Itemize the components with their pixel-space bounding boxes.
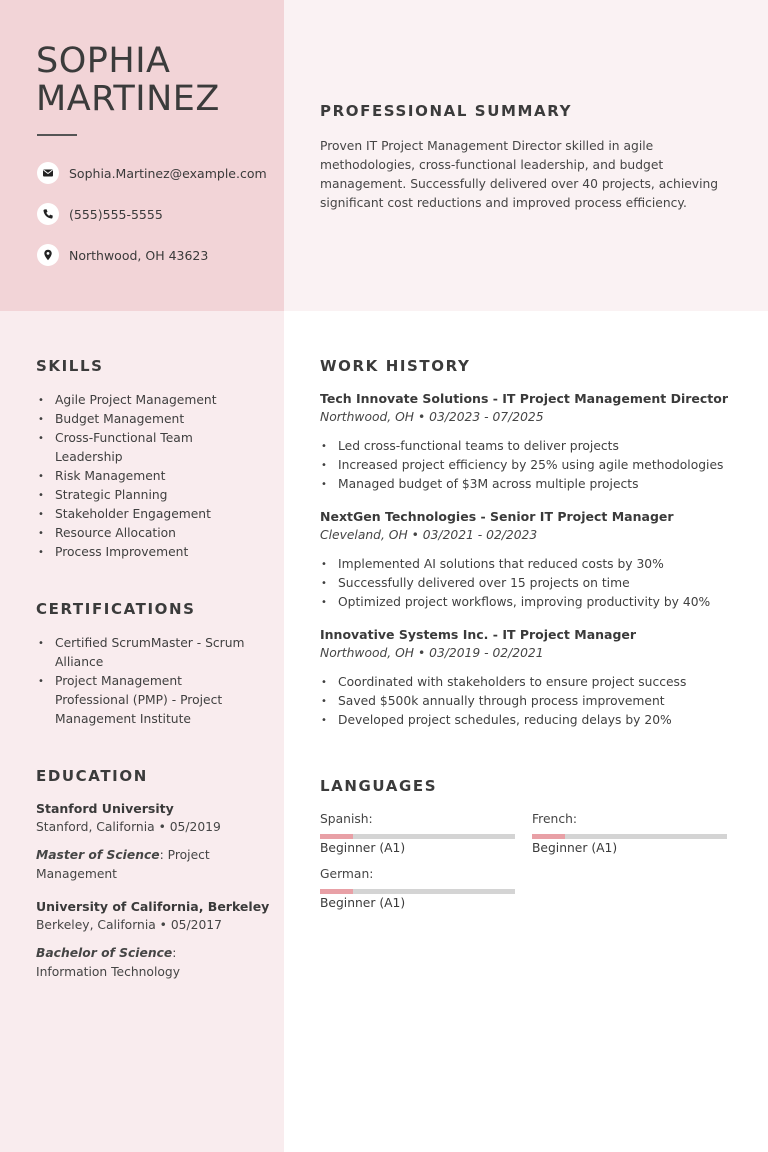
job-meta: Northwood, OH • 03/2019 - 02/2021 [320,646,544,660]
contact-address [37,244,208,266]
language-proficiency-bar [320,834,515,839]
job-bullet: • Optimized project workflows, improving productivity by 40% [320,593,740,612]
job-bullet: • Successfully delivered over 15 projects on time [320,574,740,593]
education-meta: Berkeley, California • 05/2017 [36,918,222,932]
languages-title: LANGUAGES [320,777,438,795]
job-bullets [320,673,740,730]
skill-item: • Budget Management [37,410,247,429]
skill-item: • Resource Allocation [37,524,247,543]
job-title: Innovative Systems Inc. - IT Project Manager [320,627,637,642]
job-bullets [320,555,740,612]
language-name: French: [532,812,578,826]
job-bullet: • Developed project schedules, reducing delays by 20% [320,711,740,730]
summary-title: PROFESSIONAL SUMMARY [320,102,573,120]
last-name: MARTINEZ [36,79,220,119]
skills-title: SKILLS [36,357,104,375]
job-title: NextGen Technologies - Senior IT Project Manager [320,509,674,524]
skill-item: • Risk Management [37,467,247,486]
language-proficiency-bar [532,834,727,839]
skill-item: • Agile Project Management [37,391,247,410]
job-title: Tech Innovate Solutions - IT Project Management Director [320,391,729,406]
education-title: EDUCATION [36,767,148,785]
education-degree: Bachelor of Science: Information Technology [36,946,180,979]
contact-phone [37,203,163,225]
job-bullet: • Managed budget of $3M across multiple projects [320,475,740,494]
skill-item: • Process Improvement [37,543,247,562]
phone-icon [37,203,59,225]
job-meta: Northwood, OH • 03/2023 - 07/2025 [320,410,544,424]
certification-item: • Certified ScrumMaster - Scrum Alliance [37,634,259,672]
address-text: Northwood, OH 43623 [69,247,209,263]
skill-item: • Strategic Planning [37,486,247,505]
language-level: Beginner (A1) [320,896,406,910]
certifications-title: CERTIFICATIONS [36,600,196,618]
phone-text: (555)555-5555 [69,206,163,222]
name-divider [37,134,77,136]
language-level: Beginner (A1) [532,841,618,855]
summary-text: Proven IT Project Management Director skilled in agile methodologies, cross-functional leadership, and budget management. Successfully delivered over 40 projects, achieving significant cost reductions and improved process efficiency. [320,139,719,210]
certification-item: • Project Management Professional (PMP) - Project Management Institute [37,672,259,729]
language-proficiency-fill [320,889,353,894]
envelope-icon [37,162,59,184]
education-degree: Master of Science: Project Management [36,848,210,881]
job-meta: Cleveland, OH • 03/2021 - 02/2023 [320,528,538,542]
email-text: Sophia.Martinez@example.com [69,165,267,181]
job-bullets [320,437,740,494]
job-bullet: • Saved $500k annually through process improvement [320,692,740,711]
job-bullet: • Increased project efficiency by 25% using agile methodologies [320,456,740,475]
education-meta: Stanford, California • 05/2019 [36,820,221,834]
certifications-list [37,634,259,729]
work-history-title: WORK HISTORY [320,357,471,375]
education-school: Stanford University [36,801,174,816]
job-bullet: • Implemented AI solutions that reduced costs by 30% [320,555,740,574]
contact-email [37,162,267,184]
job-bullet: • Coordinated with stakeholders to ensure project success [320,673,740,692]
language-proficiency-bar [320,889,515,894]
language-level: Beginner (A1) [320,841,406,855]
location-pin-icon [37,244,59,266]
candidate-name [36,42,220,118]
language-name: German: [320,867,374,881]
first-name: SOPHIA [36,41,171,81]
job-bullet: • Led cross-functional teams to deliver projects [320,437,740,456]
language-name: Spanish: [320,812,373,826]
skill-item: • Cross-Functional Team Leadership [37,429,197,467]
skills-list [37,391,247,562]
language-proficiency-fill [320,834,353,839]
skill-item: • Stakeholder Engagement [37,505,247,524]
education-school: University of California, Berkeley [36,899,270,914]
language-proficiency-fill [532,834,565,839]
